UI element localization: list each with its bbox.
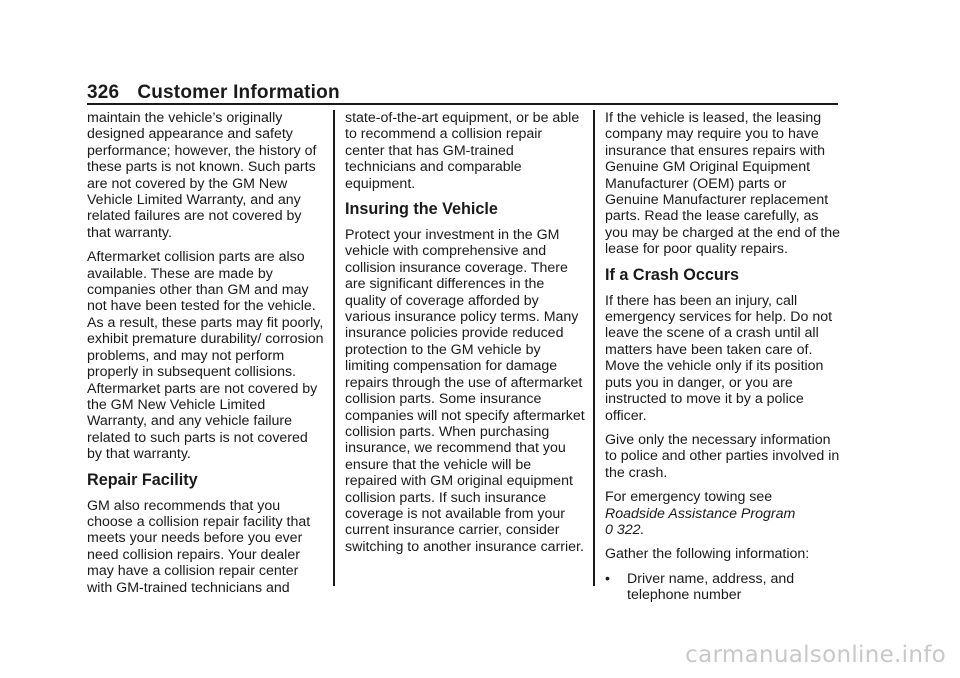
roadside-assistance-link[interactable]: Roadside Assistance Program (605, 505, 796, 522)
page-title: Customer Information (137, 82, 340, 103)
section-heading-crash-occurs: If a Crash Occurs (605, 265, 740, 284)
paragraph: GM also recommends that you choose a collision repair facility that meets your needs before you ever need collision repairs. Your dealer may have a collision repair center with GM-trained technicians and (87, 497, 311, 596)
list-item-text: Driver name, address, and telephone number (627, 570, 795, 604)
paragraph: Gather the following information: (605, 546, 810, 563)
page-header (87, 82, 340, 104)
towing-lead: For emergency towing see (605, 489, 773, 506)
page-reference: 0 322. (605, 521, 645, 538)
bullet-icon: • (605, 570, 610, 587)
section-heading-repair-facility: Repair Facility (87, 470, 198, 489)
paragraph: If there has been an injury, call emergency services for help. Do not leave the scene of a crash until all matters have been taken care of. Move the vehicle only if its position puts you in danger, or you are instructed to move it by a police officer. (605, 292, 833, 424)
column-1 (87, 110, 325, 604)
column-divider-1 (333, 110, 335, 586)
column-3 (605, 110, 843, 604)
paragraph: Aftermarket collision parts are also available. These are made by companies other than GM and may not have been tested for the vehicle. As a result, these parts may fit poorly, exhibit premature durability/ corrosion problems, and may not perform properly in subsequent collisions. Aftermarket parts are not covered by the GM New Vehicle Limited Warranty, and any vehicle failure related to such parts is not covered by that warranty. (87, 249, 324, 463)
list-item (605, 571, 843, 604)
paragraph: Protect your investment in the GM vehicle with comprehensive and collision insurance coverage. There are significant differences in the quality of coverage afforded by various insurance policy terms. Many insurance policies provide reduced protection to the GM vehicle by limiting compensation for damage repairs through the use of aftermarket collision parts. Some insurance companies will not specify aftermarket collision parts. When purchasing insurance, we recommend that you ensure that the vehicle will be repaired with GM original equipment collision parts. If such insurance coverage is not available from your current insurance carrier, consider switching to another insurance carrier. (345, 227, 585, 555)
paragraph: Give only the necessary information to police and other parties involved in the crash. (605, 431, 840, 481)
paragraph: state-of-the-art equipment, or be able to recommend a collision repair center that has GM-trained technicians and comparable equipment. (345, 110, 580, 192)
header-rule (87, 103, 838, 105)
watermark: carmanualsonline.info (685, 642, 946, 668)
column-divider-2 (593, 110, 595, 586)
column-2 (345, 110, 585, 563)
towing-reference (605, 489, 843, 538)
paragraph: maintain the vehicle’s originally designed appearance and safety performance; however, the history of these parts is not known. Such parts are not covered by the GM New Vehicle Limited Warranty, and any related failures are not covered by that warranty. (87, 110, 317, 241)
page-number: 326 (87, 82, 120, 103)
section-heading-insuring-vehicle: Insuring the Vehicle (345, 200, 498, 219)
paragraph: If the vehicle is leased, the leasing company may require you to have insurance that ensures repairs with Genuine GM Original Equipment Manufacturer (OEM) parts or Genuine Manufacturer replacement parts. Read the lease carefully, as you may be charged at the end of the lease for poor quality repairs. (605, 110, 841, 258)
